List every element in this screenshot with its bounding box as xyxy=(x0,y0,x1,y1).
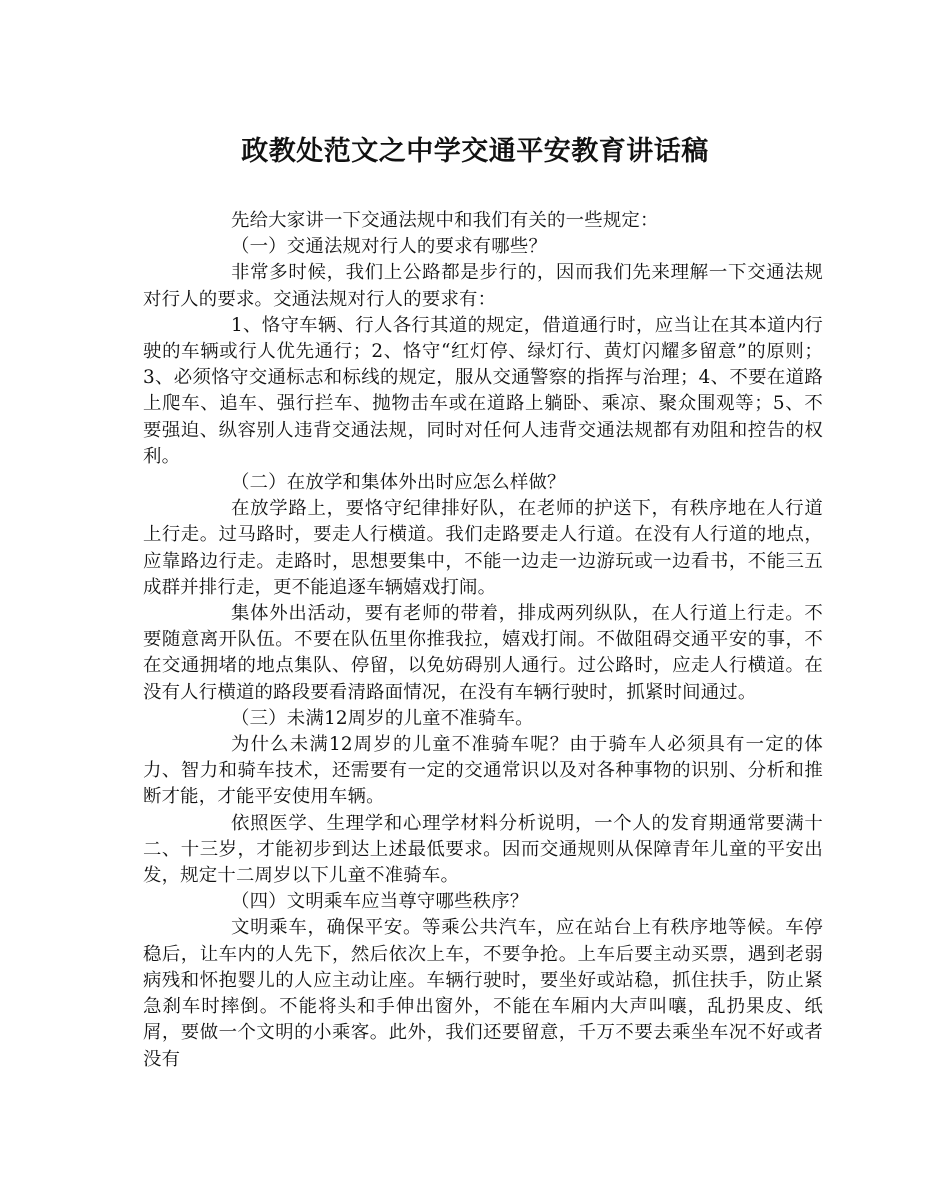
paragraph-civil-riding: 文明乘车，确保平安。等乘公共汽车，应在站台上有秩序地等候。车停稳后，让车内的人先下，然后依次上车，不要争抢。上车后要主动买票，遇到老弱病残和怀抱婴儿的人应主动让座。车辆行驶时，要坐好或站稳，抓住扶手，防止紧急刹车时摔倒。不能将头和手伸出窗外，不能在车厢内大声叫嚷，乱扔果皮、纸屑，要做一个文明的小乘客。此外，我们还要留意，千万不要去乘坐车况不好或者没有 xyxy=(143,917,823,1070)
document-title: 政教处范文之中学交通平安教育讲话稿 xyxy=(241,136,709,167)
paragraph-cycling-reason: 为什么未满12周岁的儿童不准骑车呢？由于骑车人必须具有一定的体力、智力和骑车技术，还需要有一定的交通常识以及对各种事物的识别、分析和推断才能，才能平安使用车辆。 xyxy=(143,734,823,808)
section-heading-1: （一）交通法规对行人的要求有哪些？ xyxy=(231,236,548,258)
section-heading-4: （四）文明乘车应当尊守哪些秩序？ xyxy=(231,891,529,913)
paragraph-after-school: 在放学路上，要恪守纪律排好队，在老师的护送下，有秩序地在人行道上行走。过马路时，要走人行横道。我们走路要走人行道。在没有人行道的地点，应靠路边行走。走路时，思想要集中，不能一边走一边游玩或一边看书，不能三五成群并排行走，更不能追逐车辆嬉戏打闹。 xyxy=(143,498,823,598)
section-heading-2: （二）在放学和集体外出时应怎么样做？ xyxy=(231,472,566,494)
paragraph-group-outing: 集体外出活动，要有老师的带着，排成两列纵队，在人行道上行走。不要随意离开队伍。不要在队伍里你推我拉，嬉戏打闹。不做阻碍交通平安的事，不在交通拥堵的地点集队、停留，以免妨碍别人通行。过公路时，应走人行横道。在没有人行横道的路段要看清路面情况，在没有车辆行驶时，抓紧时间通过。 xyxy=(143,603,823,703)
paragraph-intro: 先给大家讲一下交通法规中和我们有关的一些规定： xyxy=(231,210,659,231)
paragraph-cycling-age: 依照医学、生理学和心理学材料分析说明，一个人的发育期通常要满十二、十三岁，才能初步到达上述最低要求。因而交通规则从保障青年儿童的平安出发，规定十二周岁以下儿童不准骑车。 xyxy=(143,812,823,887)
paragraph-pedestrian-rules: 1、恪守车辆、行人各行其道的规定，借道通行时，应当让在其本道内行驶的车辆或行人优先通行；2、恪守“红灯停、绿灯行、黄灯闪耀多留意”的原则；3、必须恪守交通标志和标线的规定，服从交通警察的指挥与治理；4、不要在道路上爬车、追车、强行拦车、抛物击车或在道路上躺卧、乘凉、聚众围观等；5、不要强迫、纵容别人违背交通法规，同时对任何人违背交通法规都有劝阻和控告的权利。 xyxy=(143,314,823,467)
document-body xyxy=(143,208,823,1073)
paragraph-pedestrian-intro: 非常多时候，我们上公路都是步行的，因而我们先来理解一下交通法规对行人的要求。交通法规对行人的要求有： xyxy=(143,262,823,310)
section-heading-3: （三）未满12周岁的儿童不准骑车。 xyxy=(231,707,534,729)
